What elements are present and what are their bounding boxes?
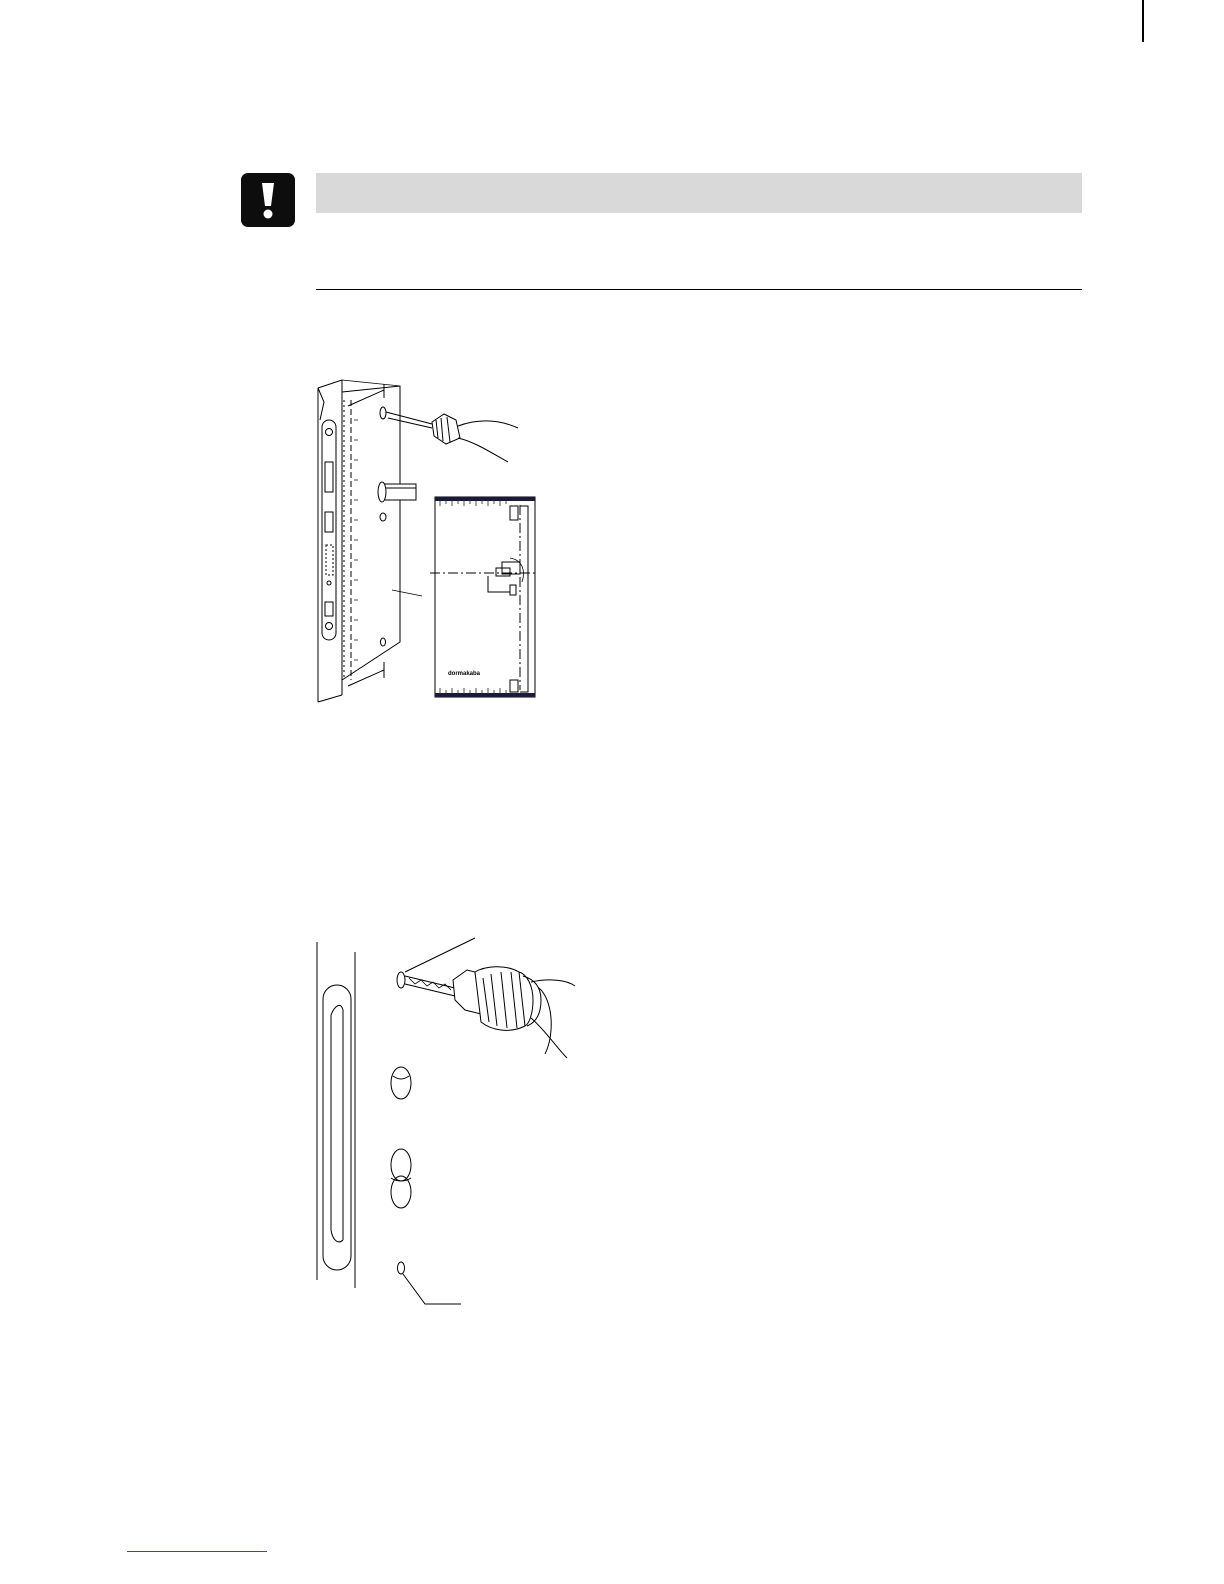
footer-link-underline[interactable] xyxy=(127,1551,267,1552)
section-divider xyxy=(316,289,1082,290)
template-brand-label: dormakaba xyxy=(448,671,481,677)
page-edge-line xyxy=(1142,0,1144,42)
drilling-illustration xyxy=(305,930,595,1310)
warning-banner xyxy=(316,173,1082,213)
template-marking-illustration xyxy=(300,380,560,710)
exclamation-icon xyxy=(241,173,295,227)
